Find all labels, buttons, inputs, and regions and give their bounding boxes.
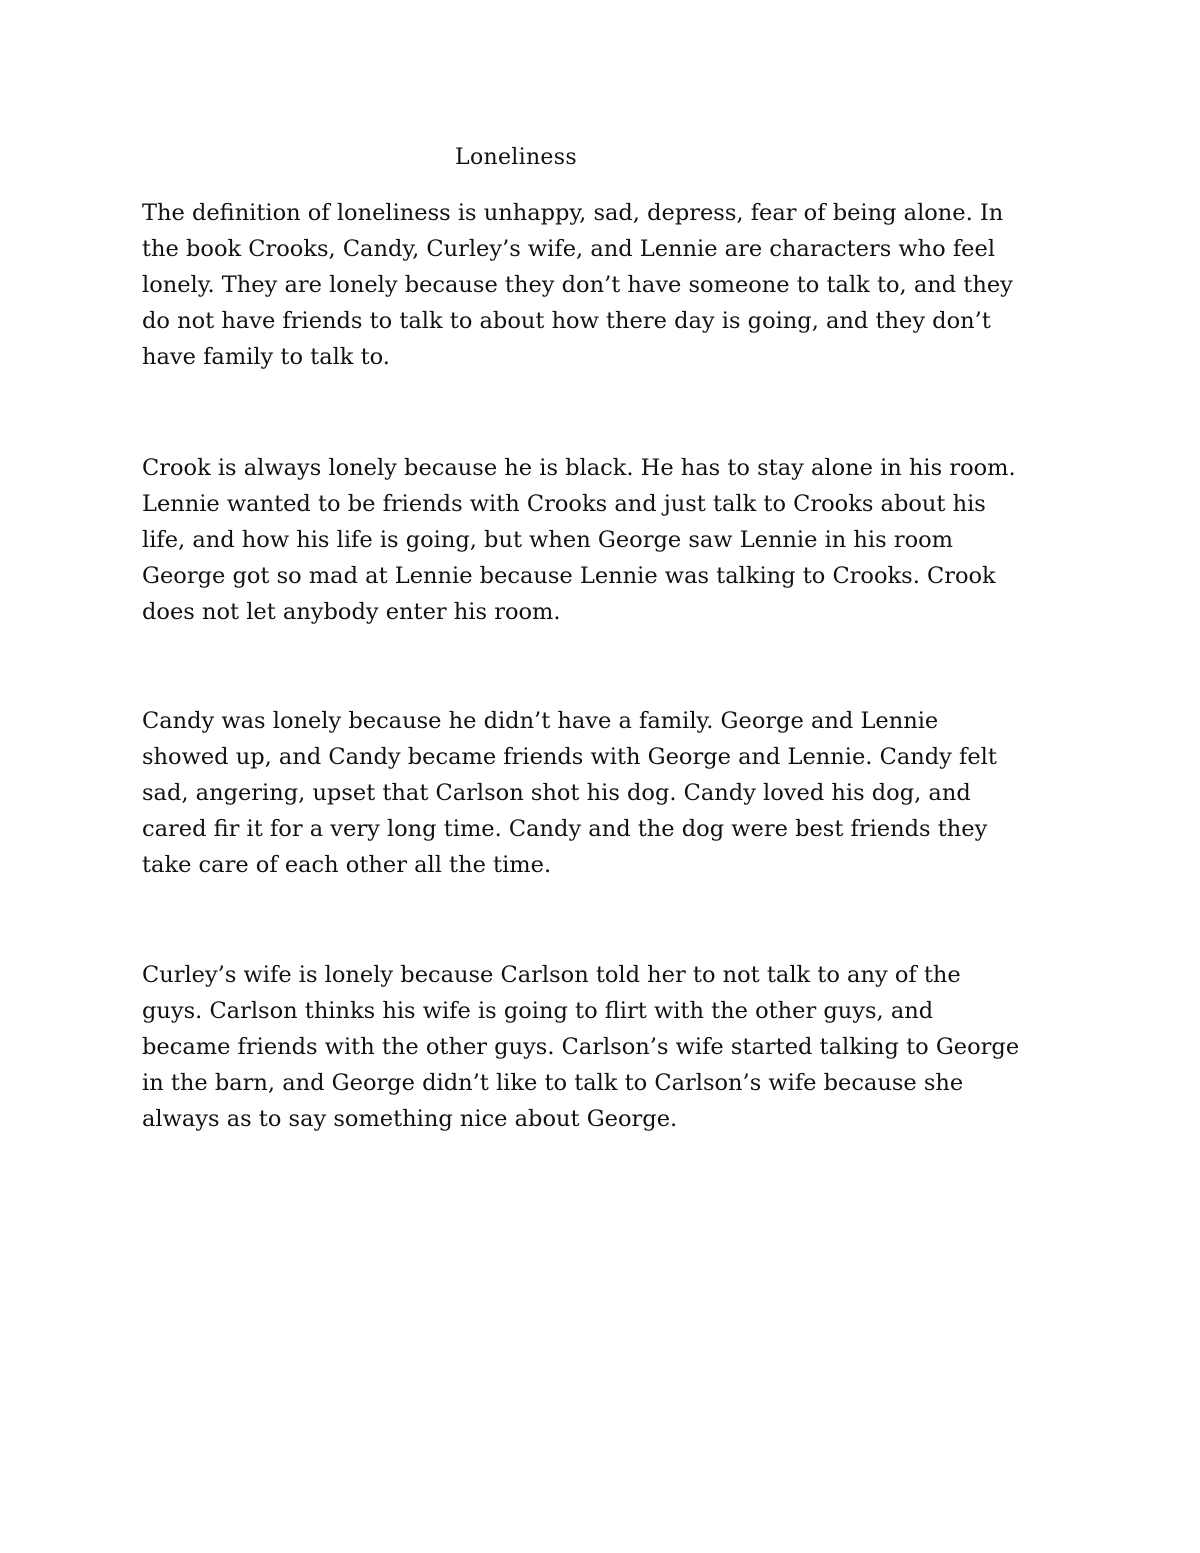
paragraph-line: lonely. They are lonely because they don’t have someone to talk to, and they bbox=[142, 272, 1013, 298]
paragraph-line: the book Crooks, Candy, Curley’s wife, and Lennie are characters who feel bbox=[142, 236, 996, 262]
paragraph-line: became friends with the other guys. Carlson’s wife started talking to George bbox=[142, 1034, 1020, 1060]
paragraph-line: The definition of loneliness is unhappy, sad, depress, fear of being alone. In bbox=[142, 200, 1004, 226]
paragraph-line: showed up, and Candy became friends with George and Lennie. Candy felt bbox=[142, 744, 997, 770]
paragraph-line: take care of each other all the time. bbox=[142, 852, 552, 878]
paragraph-line: Lennie wanted to be friends with Crooks and just talk to Crooks about his bbox=[142, 491, 986, 517]
paragraph-line: always as to say something nice about George. bbox=[142, 1106, 678, 1132]
paragraph-3 bbox=[142, 703, 1072, 883]
paragraph-2 bbox=[142, 450, 1072, 630]
paragraph-line: sad, angering, upset that Carlson shot his dog. Candy loved his dog, and bbox=[142, 780, 971, 806]
paragraph-line: life, and how his life is going, but when George saw Lennie in his room bbox=[142, 527, 953, 553]
paragraph-line: in the barn, and George didn’t like to talk to Carlson’s wife because she bbox=[142, 1070, 964, 1096]
paragraph-line: Curley’s wife is lonely because Carlson told her to not talk to any of the bbox=[142, 962, 961, 988]
paragraph-line: Crook is always lonely because he is black. He has to stay alone in his room. bbox=[142, 455, 1016, 481]
paragraph-line: cared fir it for a very long time. Candy and the dog were best friends they bbox=[142, 816, 988, 842]
paragraph-line: George got so mad at Lennie because Lennie was talking to Crooks. Crook bbox=[142, 563, 996, 589]
paragraph-1 bbox=[142, 195, 1072, 375]
document-title: Loneliness bbox=[455, 145, 577, 170]
paragraph-line: have family to talk to. bbox=[142, 344, 390, 370]
paragraph-line: does not let anybody enter his room. bbox=[142, 599, 561, 625]
paragraph-line: do not have friends to talk to about how there day is going, and they don’t bbox=[142, 308, 991, 334]
paragraph-4 bbox=[142, 957, 1072, 1137]
paragraph-line: Candy was lonely because he didn’t have a family. George and Lennie bbox=[142, 708, 939, 734]
paragraph-line: guys. Carlson thinks his wife is going to flirt with the other guys, and bbox=[142, 998, 934, 1024]
